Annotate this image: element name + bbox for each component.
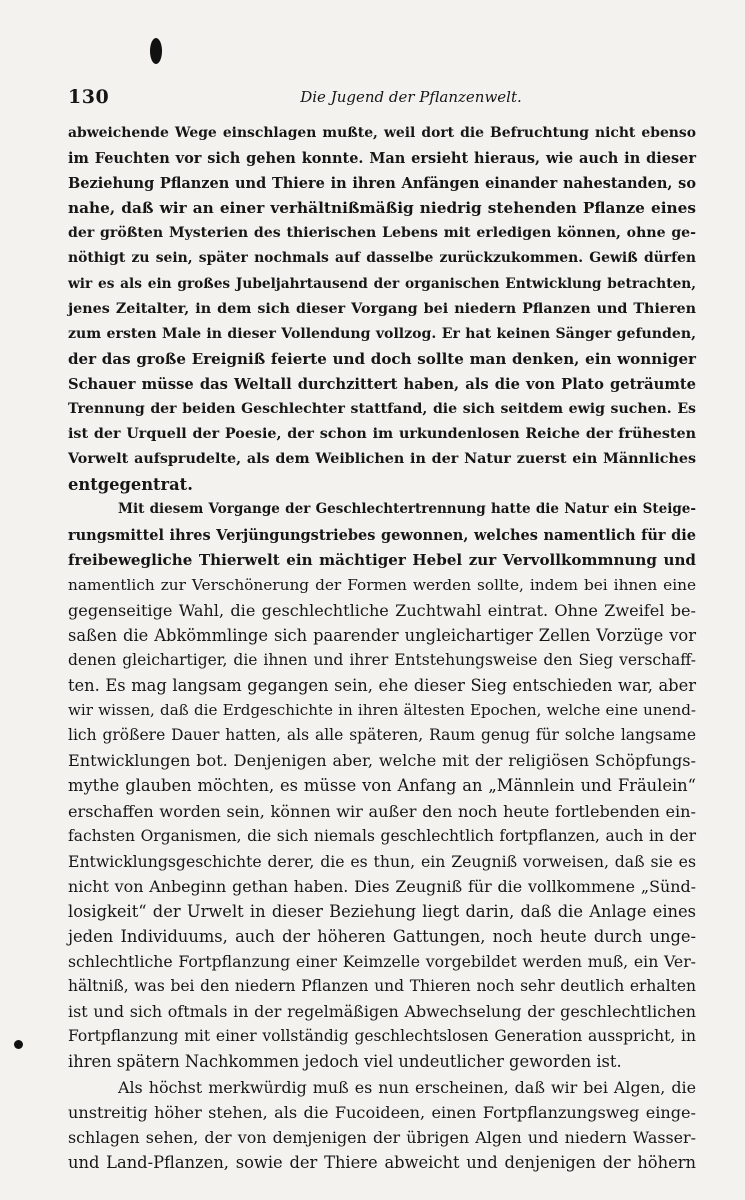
text-line: fachsten Organismen, die sich niemals geschlechtlich fortpflanzen, auch in der xyxy=(68,826,696,845)
text-line: und Land-Pflanzen, sowie der Thiere abweicht und denjenigen der höhern xyxy=(68,1152,696,1172)
text-line: jeden Individuums, auch der höheren Gattungen, noch heute durch unge- xyxy=(68,927,696,946)
text-line: mythe glauben möchten, es müsse von Anfang an „Männlein und Fräulein“ xyxy=(68,776,696,796)
text-line: erschaffen worden sein, können wir außer den noch heute fortlebenden ein- xyxy=(68,801,696,821)
text-line: der das große Ereigniß feierte und doch sollte man denken, ein wonniger xyxy=(68,349,696,368)
body-text xyxy=(68,121,696,1175)
text-line: zum ersten Male in dieser Vollendung vollzog. Er hat keinen Sänger gefunden, xyxy=(68,325,696,342)
text-line: Beziehung Pflanzen und Thiere in ihren Anfängen einander nahestanden, so xyxy=(68,175,696,193)
text-line: denen gleichartiger, die ihnen und ihrer Entstehungsweise den Sieg verschaff- xyxy=(68,650,696,669)
text-line: gegenseitige Wahl, die geschlechtliche Zuchtwahl eintrat. Ohne Zweifel be- xyxy=(68,600,696,620)
text-line: ten. Es mag langsam gegangen sein, ehe dieser Sieg entschieden war, aber xyxy=(68,676,696,696)
text-line: Mit diesem Vorgange der Geschlechtertrennung hatte die Natur ein Steige- xyxy=(118,501,696,518)
text-line: wir es als ein großes Jubeljahrtausend der organischen Entwicklung betrachten, xyxy=(68,275,696,292)
text-line: entgegentrat. xyxy=(68,475,193,495)
ink-blot-left xyxy=(14,1040,23,1049)
text-line: ist der Urquell der Poesie, der schon im urkundenlosen Reiche der frühesten xyxy=(68,426,696,443)
text-line: Trennung der beiden Geschlechter stattfand, die sich seitdem ewig suchen. Es xyxy=(68,401,696,418)
text-line: ist und sich oftmals in der regelmäßigen Abwechselung der geschlechtlichen xyxy=(68,1002,696,1022)
text-line: losigkeit“ der Urwelt in dieser Beziehung liegt darin, daß die Anlage eines xyxy=(68,901,696,921)
text-line: nöthigt zu sein, später nochmals auf dasselbe zurückzukommen. Gewiß dürfen xyxy=(68,250,696,267)
text-line: der größten Mysterien des thierischen Lebens mit erledigen können, ohne ge- xyxy=(68,225,696,242)
text-line: rungsmittel ihres Verjüngungstriebes gewonnen, welches namentlich für die xyxy=(68,526,696,544)
text-line: im Feuchten vor sich gehen konnte. Man ersieht hieraus, wie auch in dieser xyxy=(68,150,696,168)
text-line: nicht von Anbeginn gethan haben. Dies Zeugniß für die vollkommene „Sünd- xyxy=(68,876,696,896)
running-head: Die Jugend der Pflanzenwelt. xyxy=(300,88,522,106)
text-line: Entwicklungen bot. Denjenigen aber, welche mit der religiösen Schöpfungs- xyxy=(68,751,696,771)
text-line: nahe, daß wir an einer verhältnißmäßig niedrig stehenden Pflanze eines xyxy=(68,199,696,218)
text-line: Als höchst merkwürdig muß es nun erscheinen, daß wir bei Algen, die xyxy=(118,1077,696,1097)
text-line: Entwicklungsgeschichte derer, die es thun, ein Zeugniß vorweisen, daß sie es xyxy=(68,851,696,871)
text-line: lich größere Dauer hatten, als alle späteren, Raum genug für solche langsame xyxy=(68,726,696,745)
text-line: Vorwelt aufsprudelte, als dem Weiblichen in der Natur zuerst ein Männliches xyxy=(68,451,696,468)
text-line: wir wissen, daß die Erdgeschichte in ihren ältesten Epochen, welche eine unend- xyxy=(68,701,696,720)
text-line: ihren spätern Nachkommen jedoch viel undeutlicher geworden ist. xyxy=(68,1052,622,1072)
text-line: namentlich zur Verschönerung der Formen werden sollte, indem bei ihnen eine xyxy=(68,575,696,594)
text-line: hältniß, was bei den niedern Pflanzen und Thieren noch sehr deutlich erhalten xyxy=(68,977,696,996)
text-line: Schauer müsse das Weltall durchzittert haben, als die von Plato geträumte xyxy=(68,375,696,393)
page-header xyxy=(68,86,694,108)
text-line: saßen die Abkömmlinge sich paarender ungleichartiger Zellen Vorzüge vor xyxy=(68,625,696,645)
text-line: unstreitig höher stehen, als die Fucoideen, einen Fortpflanzungsweg einge- xyxy=(68,1102,696,1122)
text-line: abweichende Wege einschlagen mußte, weil dort die Befruchtung nicht ebenso xyxy=(68,125,696,141)
ink-blot-top xyxy=(150,38,162,64)
text-line: schlechtliche Fortpflanzung einer Keimzelle vorgebildet werden muß, ein Ver- xyxy=(68,952,696,972)
text-line: freibewegliche Thierwelt ein mächtiger Hebel zur Vervollkommnung und xyxy=(68,550,696,569)
text-line: jenes Zeitalter, in dem sich dieser Vorgang bei niedern Pflanzen und Thieren xyxy=(68,300,696,317)
page-number: 130 xyxy=(68,86,110,108)
text-line: schlagen sehen, der von demjenigen der übrigen Algen und niedern Wasser- xyxy=(68,1127,696,1147)
text-line: Fortpflanzung mit einer vollständig geschlechtslosen Generation ausspricht, in xyxy=(68,1027,696,1046)
